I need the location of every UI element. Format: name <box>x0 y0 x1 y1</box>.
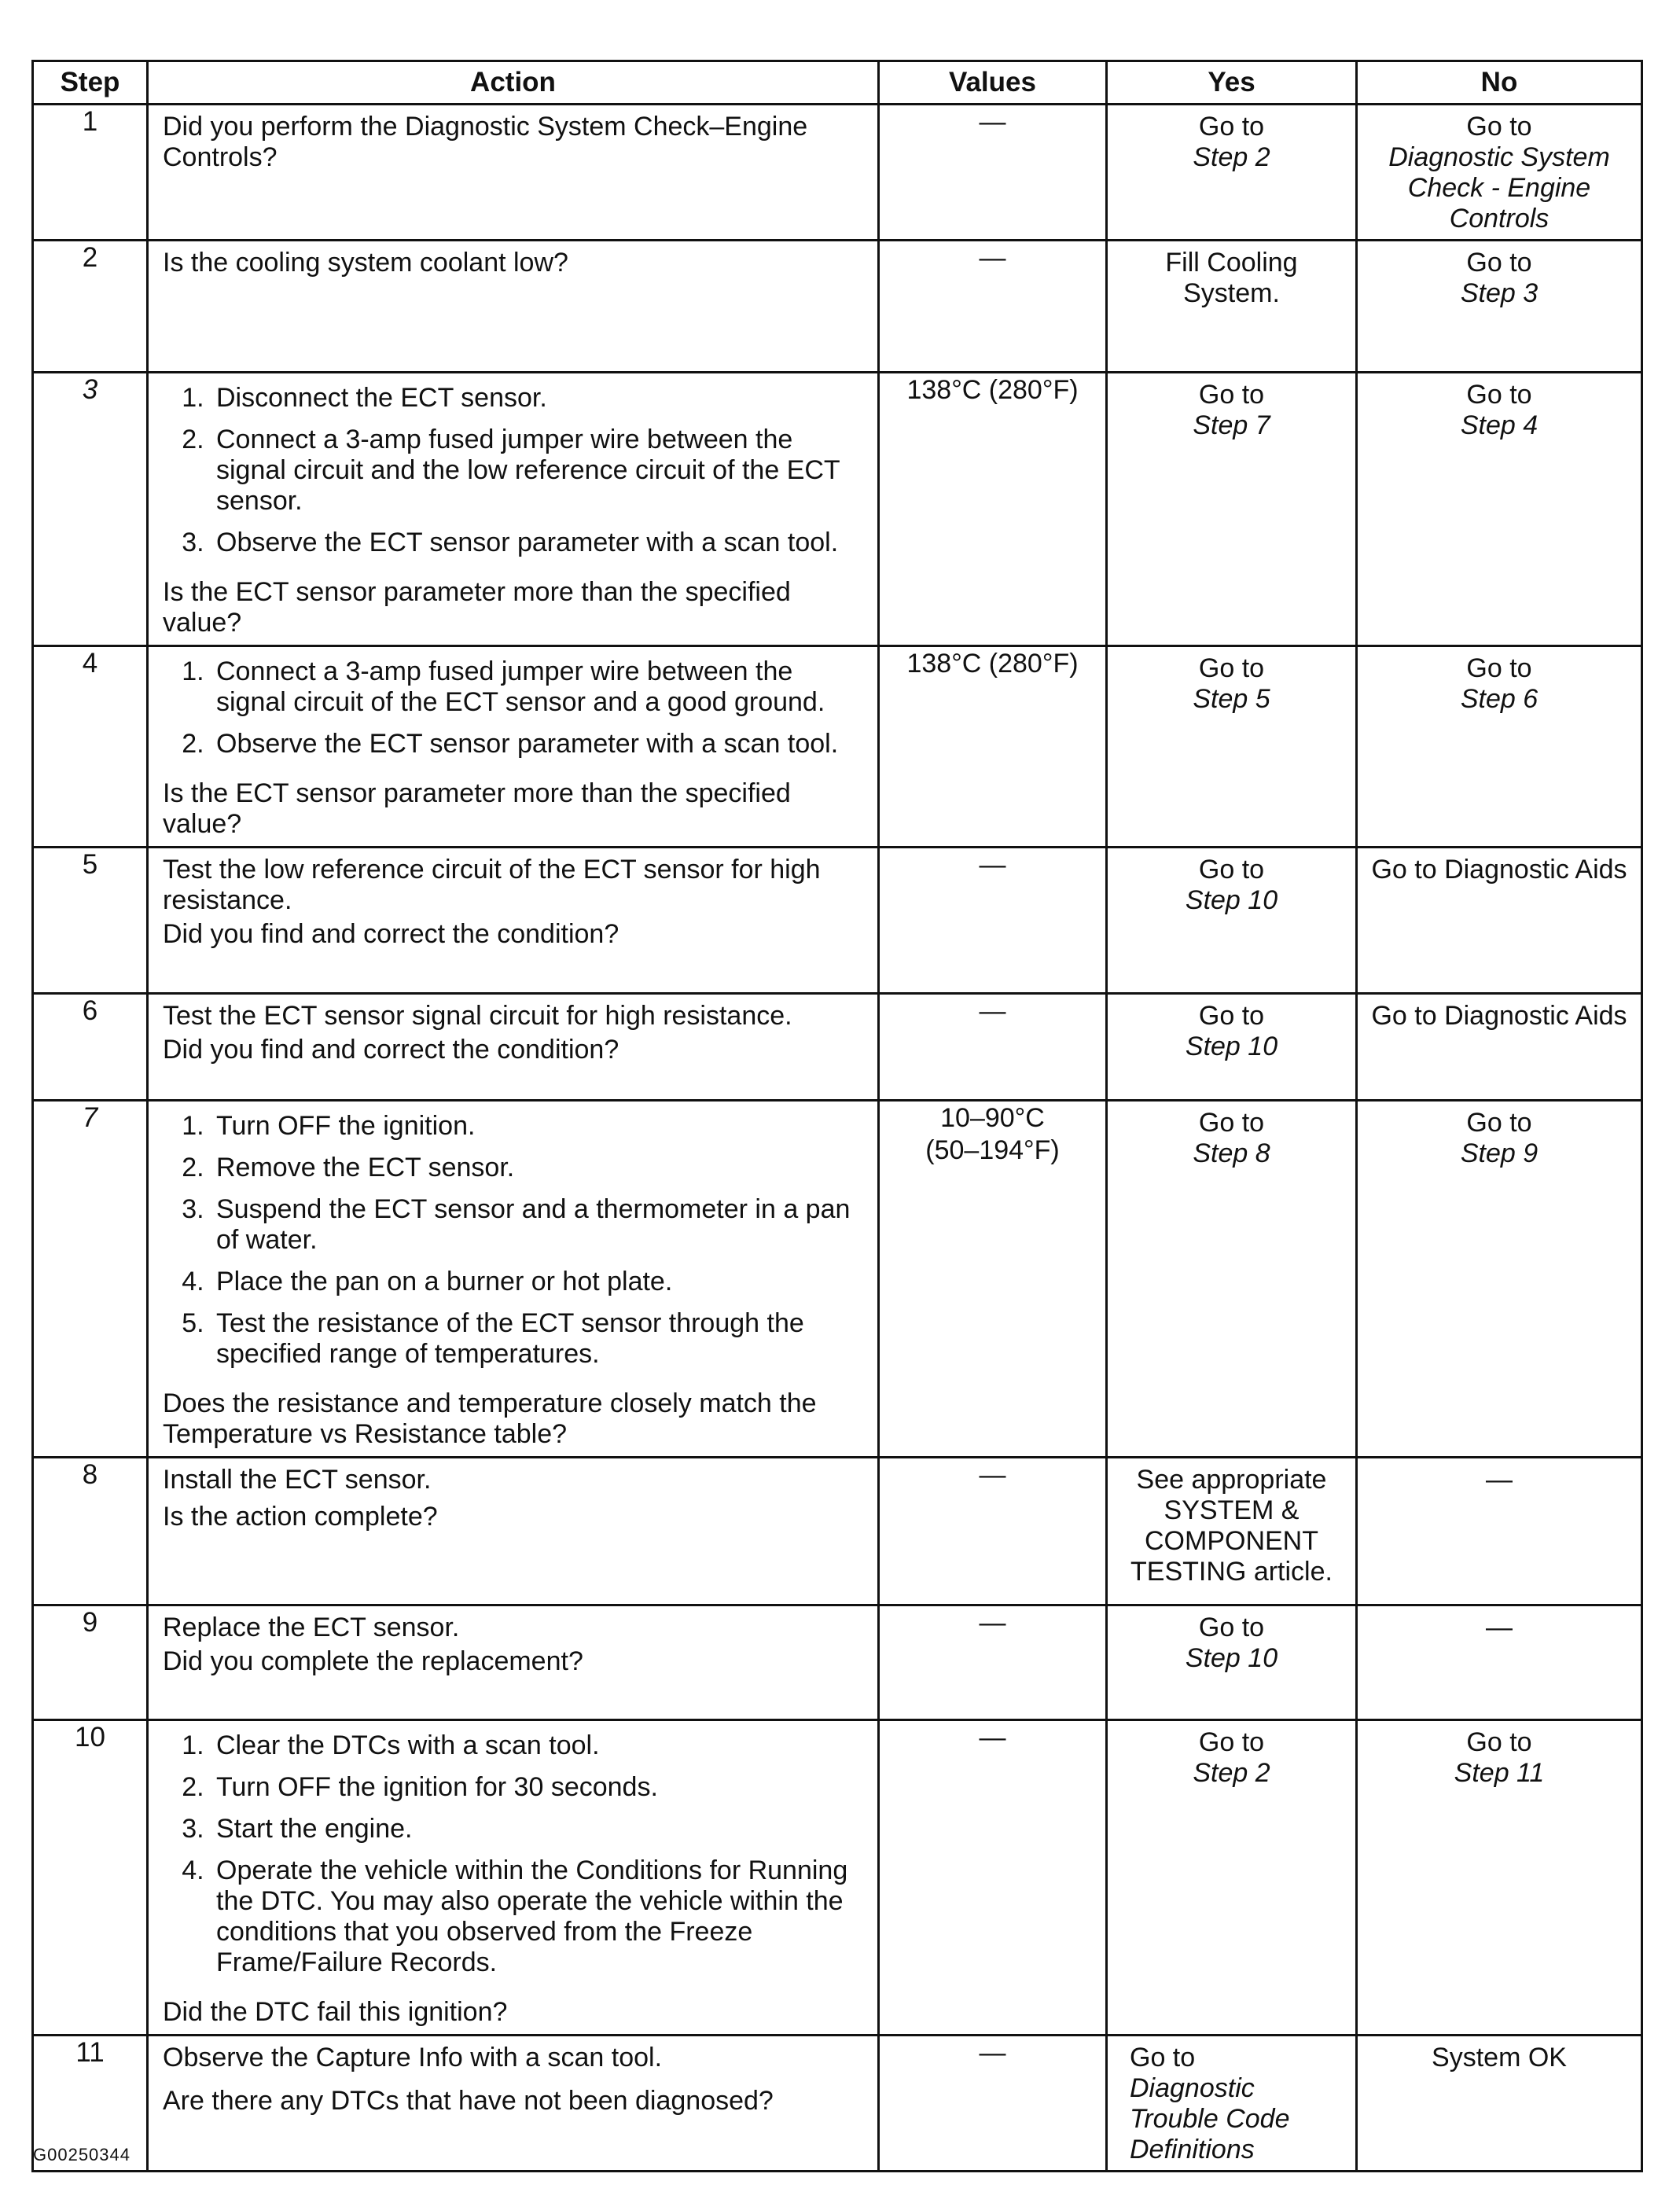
table-row <box>33 1720 1642 2036</box>
action-step-item: 1. Turn OFF the ignition. <box>211 1111 863 1142</box>
yes-cell <box>1107 994 1357 1101</box>
spec-value: — <box>979 243 1006 273</box>
yes-answer-part: Step 7 <box>1193 410 1270 440</box>
action-cell <box>148 646 879 848</box>
yes-answer <box>1108 2036 1355 2170</box>
no-cell <box>1357 1605 1642 1720</box>
yes-cell <box>1107 1720 1357 2036</box>
no-cell <box>1357 848 1642 994</box>
action-text: Observe the Capture Info with a scan tool. <box>163 2043 663 2072</box>
yes-answer-part: Step 2 <box>1193 1758 1270 1788</box>
no-answer-part: Go to <box>1466 1727 1532 1757</box>
action-cell <box>148 1720 879 2036</box>
action-question: Is the ECT sensor parameter more than the specified value? <box>163 577 791 638</box>
step-number: 2 <box>33 241 148 373</box>
action-content <box>149 1458 877 1539</box>
header-action: Action <box>148 61 879 105</box>
action-cell <box>148 1101 879 1458</box>
yes-cell <box>1107 2036 1357 2172</box>
spec-value: — <box>979 996 1006 1026</box>
action-cell <box>148 241 879 373</box>
no-answer-part: — <box>1486 1465 1513 1495</box>
action-step-item: 1. Disconnect the ECT sensor. <box>211 383 863 414</box>
yes-answer-part: See appropriate SYSTEM & COMPONENT TESTING article. <box>1130 1465 1333 1587</box>
action-question: Is the action complete? <box>163 1502 438 1532</box>
spec-value: 10–90°C (50–194°F) <box>925 1103 1060 1165</box>
no-answer <box>1358 995 1641 1036</box>
step-number: 11 <box>33 2036 148 2172</box>
action-content <box>149 1102 877 1456</box>
no-answer <box>1358 1458 1641 1500</box>
value-cell <box>879 373 1107 646</box>
no-cell <box>1357 105 1642 241</box>
header-row <box>33 61 1642 105</box>
step-number: 1 <box>33 105 148 241</box>
yes-answer-part: Go to <box>1130 2043 1196 2072</box>
value-cell <box>879 241 1107 373</box>
value-cell <box>879 2036 1107 2172</box>
header-yes: Yes <box>1107 61 1357 105</box>
yes-cell <box>1107 646 1357 848</box>
table-row <box>33 994 1642 1101</box>
action-cell <box>148 1458 879 1605</box>
action-step-item: 2. Remove the ECT sensor. <box>211 1153 863 1183</box>
yes-answer-part: Step 10 <box>1185 1643 1278 1673</box>
action-question: Does the resistance and temperature closely match the Temperature vs Resistance table? <box>163 1388 817 1449</box>
spec-value: — <box>979 107 1006 137</box>
yes-cell <box>1107 1458 1357 1605</box>
yes-answer-part: Fill Cooling System. <box>1165 248 1298 308</box>
action-content <box>149 241 877 285</box>
spec-value: — <box>979 850 1006 880</box>
yes-answer-part: Step 8 <box>1193 1138 1270 1168</box>
step-number: 7 <box>33 1101 148 1458</box>
no-answer <box>1358 1102 1641 1174</box>
spec-value: — <box>979 2038 1006 2068</box>
no-answer-part: System OK <box>1432 2043 1567 2072</box>
diagnostic-table <box>31 60 1643 2172</box>
table-row <box>33 646 1642 848</box>
figure-id: G00250344 <box>33 2145 131 2164</box>
yes-answer-part: Step 2 <box>1193 142 1270 172</box>
spec-value: 138°C (280°F) <box>906 649 1079 679</box>
table-row <box>33 848 1642 994</box>
action-cell <box>148 2036 879 2172</box>
yes-answer <box>1108 241 1355 314</box>
action-step-item: 1. Connect a 3-amp fused jumper wire between the signal circuit of the ECT sensor and a good ground. <box>211 656 863 718</box>
no-answer-part: Go to <box>1466 248 1532 278</box>
value-cell <box>879 105 1107 241</box>
yes-answer-part: Step 10 <box>1185 1032 1278 1061</box>
action-content <box>149 105 877 179</box>
yes-answer-part: Step 10 <box>1185 885 1278 915</box>
no-answer-part: Step 9 <box>1460 1138 1538 1168</box>
action-question: Did you complete the replacement? <box>163 1646 583 1676</box>
step-number: 5 <box>33 848 148 994</box>
no-cell <box>1357 1720 1642 2036</box>
action-step-item: 3. Observe the ECT sensor parameter with a scan tool. <box>211 528 863 558</box>
no-answer-part: Go to <box>1466 1108 1532 1138</box>
value-cell <box>879 1605 1107 1720</box>
value-cell <box>879 994 1107 1101</box>
action-cell <box>148 1605 879 1720</box>
spec-value: 138°C (280°F) <box>906 375 1079 405</box>
yes-answer <box>1108 1721 1355 1793</box>
action-question: Did you find and correct the condition? <box>163 919 619 949</box>
step-number: 4 <box>33 646 148 848</box>
step-number: 9 <box>33 1605 148 1720</box>
value-cell <box>879 1458 1107 1605</box>
action-question: Did you find and correct the condition? <box>163 1035 619 1065</box>
header-values: Values <box>879 61 1107 105</box>
action-text: Install the ECT sensor. <box>163 1465 432 1495</box>
yes-answer <box>1108 373 1355 446</box>
step-number: 6 <box>33 994 148 1101</box>
value-cell <box>879 848 1107 994</box>
no-cell <box>1357 373 1642 646</box>
yes-answer <box>1108 995 1355 1067</box>
yes-answer-part: Go to <box>1198 653 1265 683</box>
table-row <box>33 1605 1642 1720</box>
no-answer-part: Diagnostic System Check - Engine Controls <box>1388 142 1610 234</box>
no-answer <box>1358 1721 1641 1793</box>
step-number: 3 <box>33 373 148 646</box>
action-content <box>149 1721 877 2034</box>
yes-answer-part: Go to <box>1198 1613 1265 1642</box>
action-content <box>149 995 877 1072</box>
action-steps-list <box>163 1111 863 1381</box>
header-step: Step <box>33 61 148 105</box>
yes-answer-part: Go to <box>1198 855 1265 885</box>
action-question: Are there any DTCs that have not been diagnosed? <box>163 2086 774 2116</box>
no-answer <box>1358 241 1641 314</box>
yes-cell <box>1107 848 1357 994</box>
action-step-item: 3. Suspend the ECT sensor and a thermometer in a pan of water. <box>211 1194 863 1256</box>
no-cell <box>1357 994 1642 1101</box>
action-cell <box>148 848 879 994</box>
yes-answer <box>1108 1458 1355 1592</box>
no-answer <box>1358 1606 1641 1648</box>
action-content <box>149 1606 877 1683</box>
table-row <box>33 1458 1642 1605</box>
yes-answer <box>1108 647 1355 719</box>
no-cell <box>1357 241 1642 373</box>
action-step-item: 4. Operate the vehicle within the Conditions for Running the DTC. You may also operate the vehicle within the conditions that you observed from the Freeze Frame/Failure Records. <box>211 1855 863 1978</box>
action-content <box>149 2036 877 2123</box>
table-row <box>33 373 1642 646</box>
step-number: 8 <box>33 1458 148 1605</box>
no-answer <box>1358 848 1641 890</box>
value-cell <box>879 646 1107 848</box>
no-answer <box>1358 105 1641 239</box>
header-no: No <box>1357 61 1642 105</box>
action-content <box>149 848 877 956</box>
spec-value: — <box>979 1608 1006 1638</box>
no-cell <box>1357 2036 1642 2172</box>
no-answer-part: Go to <box>1466 380 1532 410</box>
yes-cell <box>1107 1605 1357 1720</box>
yes-answer-part: Go to <box>1198 1727 1265 1757</box>
action-question: Did the DTC fail this ignition? <box>163 1997 508 2027</box>
no-answer-part: Go to <box>1466 112 1532 142</box>
action-content <box>149 373 877 645</box>
action-step-item: 2. Observe the ECT sensor parameter with a scan tool. <box>211 729 863 759</box>
spec-value: — <box>979 1460 1006 1490</box>
action-content <box>149 647 877 846</box>
no-answer-part: Go to <box>1466 653 1532 683</box>
value-cell <box>879 1101 1107 1458</box>
action-steps-list <box>163 383 863 569</box>
no-answer-part: Step 11 <box>1454 1758 1545 1788</box>
action-cell <box>148 373 879 646</box>
action-step-item: 2. Turn OFF the ignition for 30 seconds. <box>211 1772 863 1803</box>
no-answer-part: Step 3 <box>1460 278 1538 308</box>
action-step-item: 3. Start the engine. <box>211 1814 863 1844</box>
yes-answer-part: Go to <box>1198 380 1265 410</box>
no-answer-part: — <box>1486 1613 1513 1642</box>
yes-answer <box>1108 1102 1355 1174</box>
no-cell <box>1357 646 1642 848</box>
yes-answer-part: Go to <box>1198 1108 1265 1138</box>
action-steps-list <box>163 656 863 770</box>
no-answer <box>1358 373 1641 446</box>
no-cell <box>1357 1101 1642 1458</box>
no-answer-part: Go to Diagnostic Aids <box>1371 855 1627 885</box>
table-row <box>33 2036 1642 2172</box>
table-row <box>33 241 1642 373</box>
table-row <box>33 105 1642 241</box>
yes-cell <box>1107 105 1357 241</box>
value-cell <box>879 1720 1107 2036</box>
yes-answer-part: Step 5 <box>1193 684 1270 714</box>
table-body <box>33 105 1642 2172</box>
no-answer-part: Step 4 <box>1460 410 1538 440</box>
action-text: Is the cooling system coolant low? <box>163 248 568 278</box>
no-cell <box>1357 1458 1642 1605</box>
yes-answer <box>1108 105 1355 178</box>
action-text: Test the ECT sensor signal circuit for high resistance. <box>163 1001 792 1031</box>
action-step-item: 1. Clear the DTCs with a scan tool. <box>211 1730 863 1761</box>
action-steps-list <box>163 1730 863 1989</box>
action-text: Did you perform the Diagnostic System Check–Engine Controls? <box>163 112 808 172</box>
step-number: 10 <box>33 1720 148 2036</box>
yes-answer <box>1108 848 1355 921</box>
action-step-item: 5. Test the resistance of the ECT sensor through the specified range of temperatures. <box>211 1308 863 1370</box>
action-question: Is the ECT sensor parameter more than the specified value? <box>163 778 791 839</box>
action-text: Test the low reference circuit of the ECT sensor for high resistance. <box>163 855 821 915</box>
action-cell <box>148 105 879 241</box>
yes-answer <box>1108 1606 1355 1679</box>
no-answer <box>1358 647 1641 719</box>
yes-answer-part: Go to <box>1198 1001 1265 1031</box>
action-step-item: 2. Connect a 3-amp fused jumper wire between the signal circuit and the low reference circuit of the ECT sensor. <box>211 425 863 517</box>
action-step-item: 4. Place the pan on a burner or hot plate. <box>211 1267 863 1297</box>
spec-value: — <box>979 1723 1006 1752</box>
yes-answer-part: Go to <box>1198 112 1265 142</box>
yes-cell <box>1107 241 1357 373</box>
no-answer-part: Step 6 <box>1460 684 1538 714</box>
yes-cell <box>1107 373 1357 646</box>
yes-cell <box>1107 1101 1357 1458</box>
action-cell <box>148 994 879 1101</box>
yes-answer-part: Diagnostic Trouble Code Definitions <box>1130 2073 1290 2164</box>
action-text: Replace the ECT sensor. <box>163 1613 460 1642</box>
no-answer-part: Go to Diagnostic Aids <box>1371 1001 1627 1031</box>
no-answer <box>1358 2036 1641 2078</box>
table-row <box>33 1101 1642 1458</box>
